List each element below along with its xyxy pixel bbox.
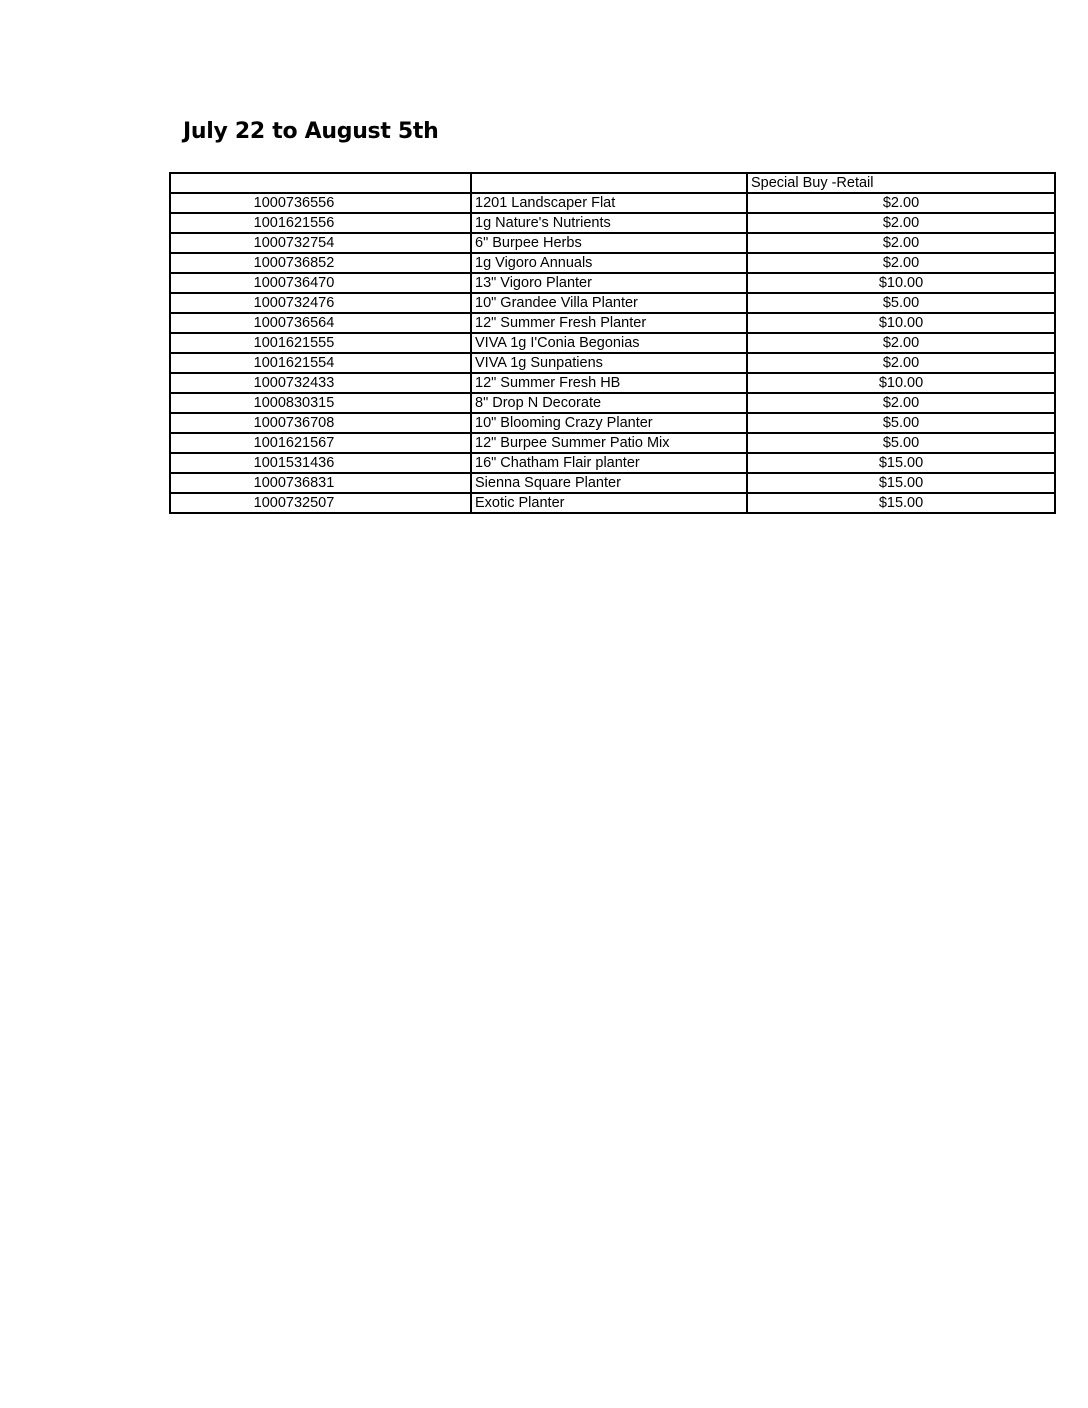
table-row xyxy=(170,273,1055,293)
table-row xyxy=(170,413,1055,433)
price-cell: $15.00 xyxy=(747,453,1055,473)
price-cell: $5.00 xyxy=(747,413,1055,433)
sku-cell: 1000736852 xyxy=(170,253,471,273)
description-cell: 1201 Landscaper Flat xyxy=(471,193,747,213)
table-row xyxy=(170,213,1055,233)
sku-cell: 1000736564 xyxy=(170,313,471,333)
table-body xyxy=(170,173,1055,513)
description-cell: 12" Burpee Summer Patio Mix xyxy=(471,433,747,453)
sku-cell: 1000830315 xyxy=(170,393,471,413)
description-cell: 10" Blooming Crazy Planter xyxy=(471,413,747,433)
table-row xyxy=(170,193,1055,213)
description-cell: 12" Summer Fresh Planter xyxy=(471,313,747,333)
sku-cell: 1000732507 xyxy=(170,493,471,513)
description-cell: 13" Vigoro Planter xyxy=(471,273,747,293)
sku-cell: 1001621556 xyxy=(170,213,471,233)
price-cell: $5.00 xyxy=(747,433,1055,453)
table-row xyxy=(170,433,1055,453)
header-sku-cell xyxy=(170,173,471,193)
table-row xyxy=(170,493,1055,513)
sku-cell: 1000732476 xyxy=(170,293,471,313)
price-cell: $5.00 xyxy=(747,293,1055,313)
description-cell: VIVA 1g Sunpatiens xyxy=(471,353,747,373)
table-header-row xyxy=(170,173,1055,193)
description-cell: 1g Vigoro Annuals xyxy=(471,253,747,273)
table-row xyxy=(170,473,1055,493)
price-cell: $10.00 xyxy=(747,313,1055,333)
sku-cell: 1001621555 xyxy=(170,333,471,353)
table-row xyxy=(170,453,1055,473)
price-cell: $2.00 xyxy=(747,393,1055,413)
table-row xyxy=(170,393,1055,413)
price-cell: $2.00 xyxy=(747,253,1055,273)
sku-cell: 1000736831 xyxy=(170,473,471,493)
description-cell: 10" Grandee Villa Planter xyxy=(471,293,747,313)
price-table xyxy=(169,172,1056,514)
price-cell: $2.00 xyxy=(747,353,1055,373)
table-row xyxy=(170,293,1055,313)
price-cell: $2.00 xyxy=(747,213,1055,233)
price-cell: $2.00 xyxy=(747,333,1055,353)
table-row xyxy=(170,373,1055,393)
price-cell: $10.00 xyxy=(747,373,1055,393)
description-cell: 12" Summer Fresh HB xyxy=(471,373,747,393)
price-cell: $15.00 xyxy=(747,473,1055,493)
sku-cell: 1000732754 xyxy=(170,233,471,253)
price-cell: $2.00 xyxy=(747,193,1055,213)
sku-cell: 1000732433 xyxy=(170,373,471,393)
description-cell: 6" Burpee Herbs xyxy=(471,233,747,253)
sku-cell: 1001621554 xyxy=(170,353,471,373)
sku-cell: 1000736556 xyxy=(170,193,471,213)
table-row xyxy=(170,333,1055,353)
table-row xyxy=(170,313,1055,333)
header-description-cell xyxy=(471,173,747,193)
description-cell: 1g Nature's Nutrients xyxy=(471,213,747,233)
sku-cell: 1000736708 xyxy=(170,413,471,433)
description-cell: 16" Chatham Flair planter xyxy=(471,453,747,473)
description-cell: Sienna Square Planter xyxy=(471,473,747,493)
price-cell: $15.00 xyxy=(747,493,1055,513)
sku-cell: 1000736470 xyxy=(170,273,471,293)
sku-cell: 1001621567 xyxy=(170,433,471,453)
price-cell: $2.00 xyxy=(747,233,1055,253)
header-price-cell: Special Buy -Retail xyxy=(747,173,1055,193)
table-row xyxy=(170,353,1055,373)
table-row xyxy=(170,233,1055,253)
description-cell: VIVA 1g I'Conia Begonias xyxy=(471,333,747,353)
description-cell: 8" Drop N Decorate xyxy=(471,393,747,413)
table-row xyxy=(170,253,1055,273)
sku-cell: 1001531436 xyxy=(170,453,471,473)
price-cell: $10.00 xyxy=(747,273,1055,293)
description-cell: Exotic Planter xyxy=(471,493,747,513)
page-title: July 22 to August 5th xyxy=(183,119,439,144)
